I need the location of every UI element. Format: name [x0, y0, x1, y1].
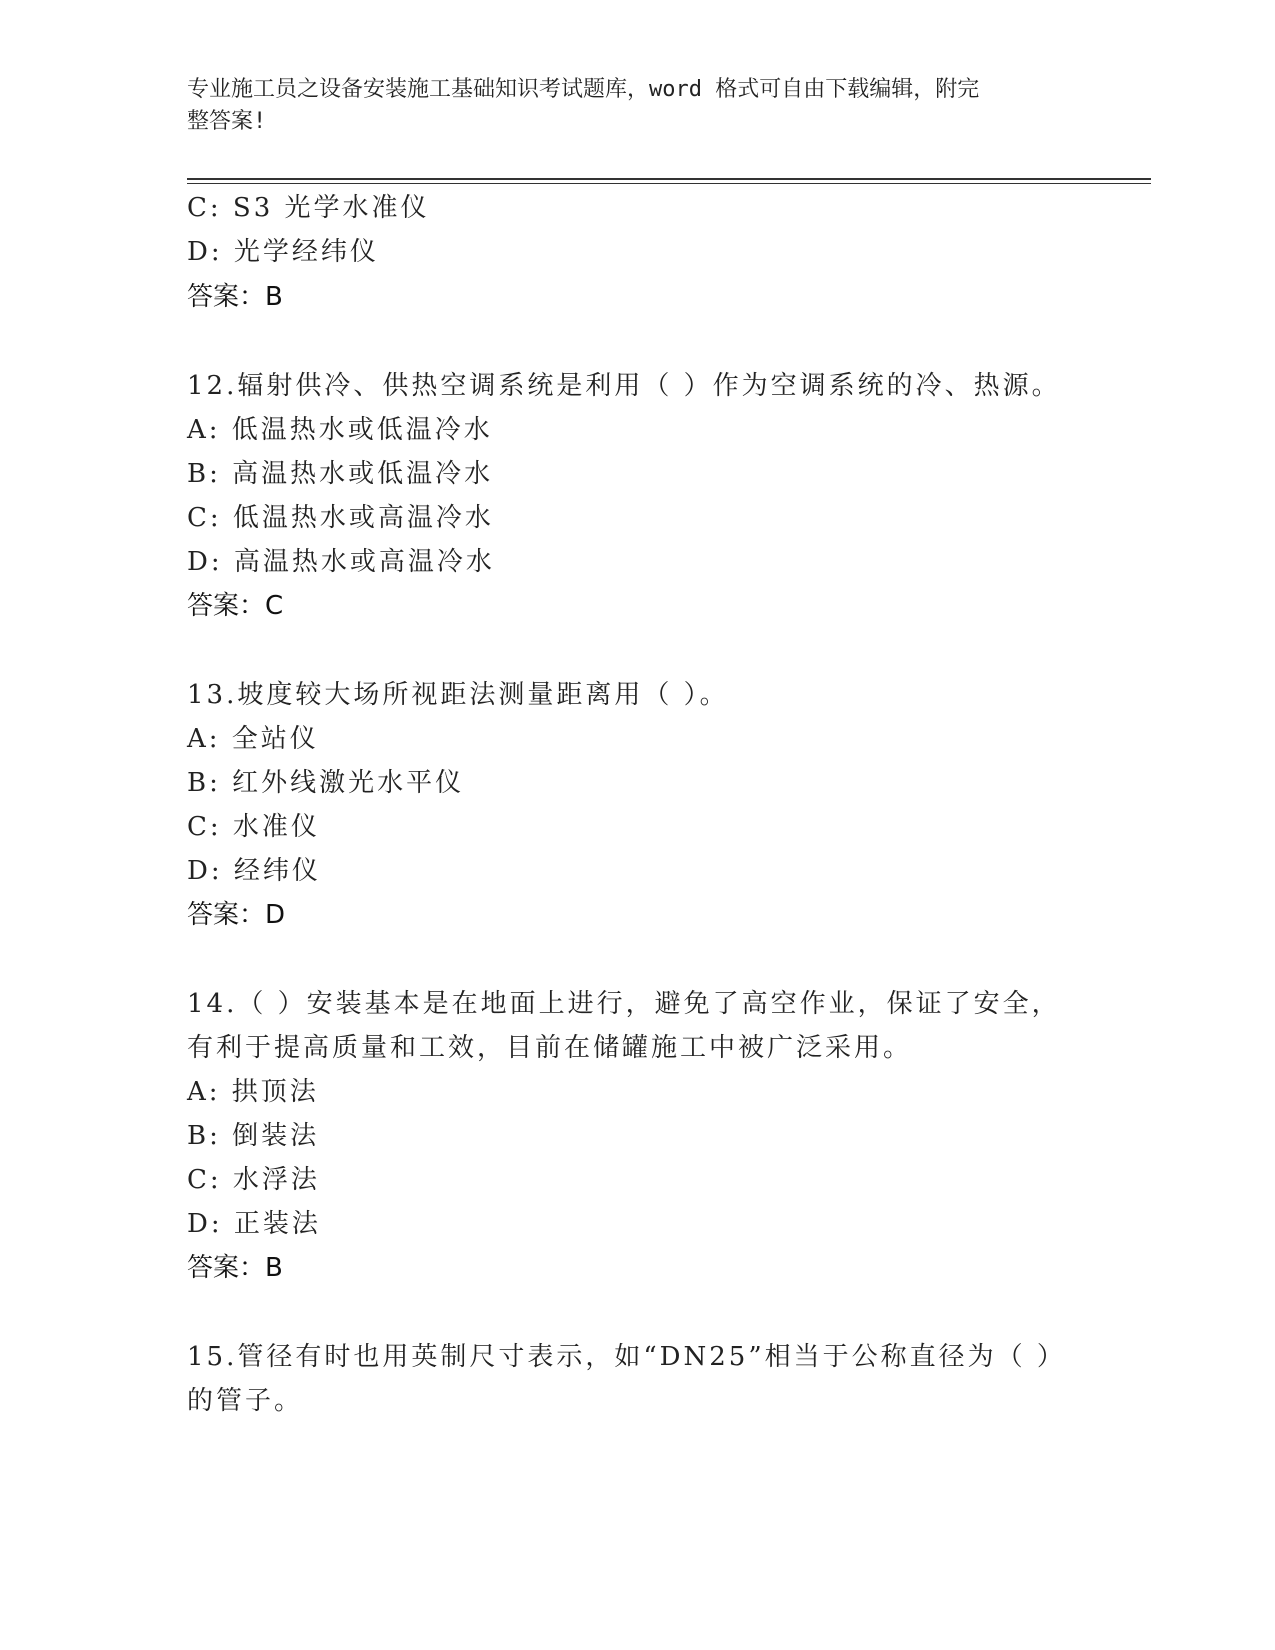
q13-option-a: A: 全站仪	[187, 724, 319, 754]
q11-answer: 答案：B	[187, 282, 283, 312]
q14-option-c: C: 水浮法	[187, 1165, 320, 1195]
q13-question: 13.坡度较大场所视距法测量距离用（ ）。	[187, 680, 729, 710]
q11-option-c: C: S3 光学水准仪	[187, 193, 430, 223]
document-header	[187, 74, 1067, 138]
q14-question-line-1: 14.（ ）安装基本是在地面上进行，避免了高空作业，保证了安全，	[187, 989, 1061, 1019]
q13-answer: 答案：D	[187, 900, 286, 930]
q13-option-c: C: 水准仪	[187, 812, 320, 842]
q15-question-line-2: 的管子。	[187, 1386, 304, 1416]
q14-option-b: B: 倒装法	[187, 1121, 320, 1151]
q12-answer: 答案：C	[187, 591, 284, 621]
q14-option-a: A: 拱顶法	[187, 1077, 319, 1107]
q13-option-b: B: 红外线激光水平仪	[187, 768, 465, 798]
header-line-1: 专业施工员之设备安装施工基础知识考试题库，word 格式可自由下载编辑，附完	[187, 77, 980, 102]
q14-question-line-2: 有利于提高质量和工效，目前在储罐施工中被广泛采用。	[187, 1033, 913, 1063]
q11-option-d: D: 光学经纬仪	[187, 237, 379, 267]
q12-option-b: B: 高温热水或低温冷水	[187, 459, 494, 489]
q12-option-a: A: 低温热水或低温冷水	[187, 415, 493, 445]
q12-question: 12.辐射供冷、供热空调系统是利用（ ）作为空调系统的冷、热源。	[187, 371, 1061, 401]
header-line-2: 整答案!	[187, 109, 267, 134]
header-divider-thick	[187, 178, 1151, 180]
q12-option-c: C: 低温热水或高温冷水	[187, 503, 494, 533]
q15-question-line-1: 15.管径有时也用英制尺寸表示，如“DN25”相当于公称直径为（ ）	[187, 1342, 1066, 1372]
q14-option-d: D: 正装法	[187, 1209, 321, 1239]
q14-answer: 答案：B	[187, 1253, 283, 1283]
q13-option-d: D: 经纬仪	[187, 856, 321, 886]
header-divider-thin	[187, 183, 1151, 184]
q12-option-d: D: 高温热水或高温冷水	[187, 547, 495, 577]
